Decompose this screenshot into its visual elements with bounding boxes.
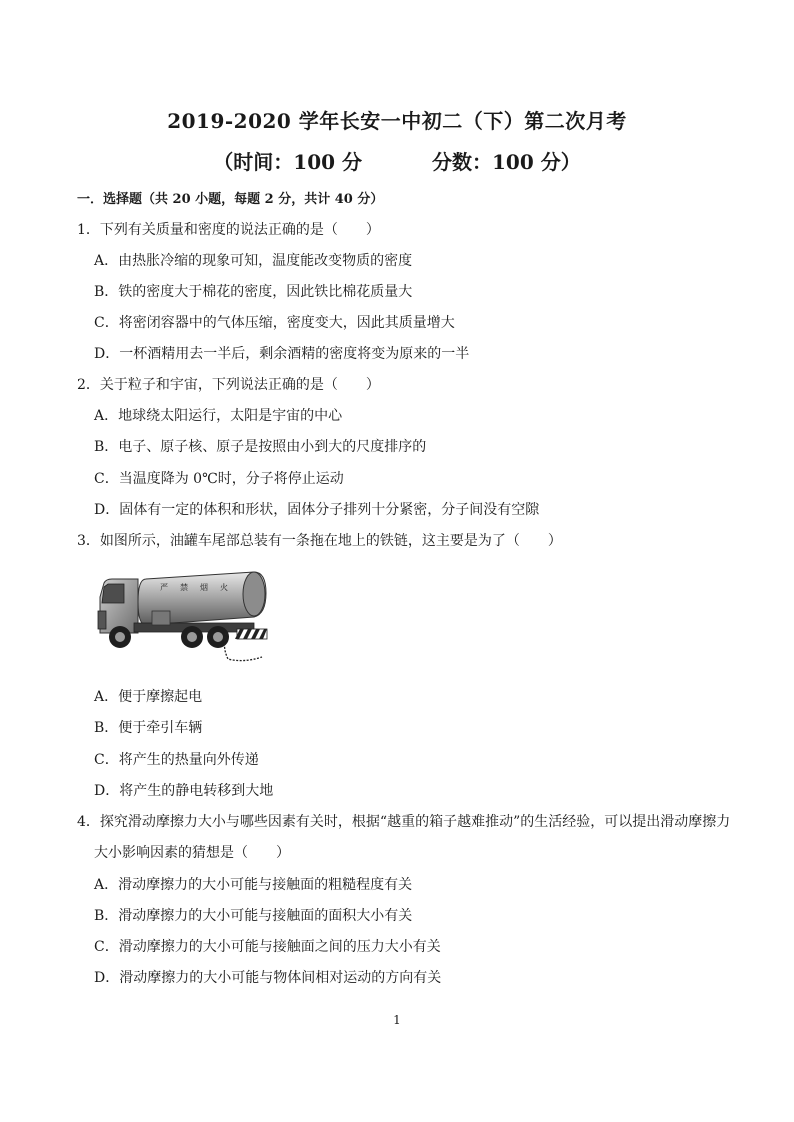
question-3-option-b[interactable]: B．便于牵引车辆 (94, 720, 203, 736)
question-3-stem: 3．如图所示，油罐车尾部总装有一条拖在地上的铁链，这主要是为了（ ） (77, 533, 562, 549)
tank-warning-text: 严禁烟火 (160, 583, 240, 592)
question-4-option-a[interactable]: A．滑动摩擦力的大小可能与接触面的粗糙程度有关 (94, 877, 413, 893)
question-1-option-b[interactable]: B．铁的密度大于棉花的密度，因此铁比棉花质量大 (94, 284, 413, 300)
question-2-option-c[interactable]: C．当温度降为 0℃时，分子将停止运动 (94, 471, 344, 487)
exam-time: （时间：100 分 (213, 150, 362, 174)
question-3-option-a[interactable]: A．便于摩擦起电 (94, 689, 203, 705)
question-4-stem-line2: 大小影响因素的猜想是（ ） (94, 845, 290, 861)
exam-title: 2019-2020 学年长安一中初二（下）第二次月考 (167, 109, 627, 133)
question-4-stem-line1: 4．探究滑动摩擦力大小与哪些因素有关时，根据“越重的箱子越难推动”的生活经验，可以提出滑动摩擦力 (77, 814, 731, 830)
question-3-option-c[interactable]: C．将产生的热量向外传递 (94, 752, 259, 768)
exam-subtitle (0, 146, 794, 175)
question-4-option-b[interactable]: B．滑动摩擦力的大小可能与接触面的面积大小有关 (94, 908, 413, 924)
question-4-option-d[interactable]: D．滑动摩擦力的大小可能与物体间相对运动的方向有关 (94, 970, 442, 986)
question-2-option-d[interactable]: D．固体有一定的体积和形状，固体分子排列十分紧密，分子间没有空隙 (94, 502, 540, 518)
question-1-stem: 1．下列有关质量和密度的说法正确的是（ ） (77, 222, 380, 238)
question-4-option-c[interactable]: C．滑动摩擦力的大小可能与接触面之间的压力大小有关 (94, 939, 441, 955)
question-3-option-d[interactable]: D．将产生的静电转移到大地 (94, 783, 274, 799)
question-2-option-a[interactable]: A．地球绕太阳运行，太阳是宇宙的中心 (94, 408, 343, 424)
tanker-truck-figure (94, 567, 280, 667)
section-title: 一．选择题（共 20 小题，每题 2 分，共计 40 分） (77, 192, 384, 207)
question-1-option-d[interactable]: D．一杯酒精用去一半后，剩余酒精的密度将变为原来的一半 (94, 346, 470, 362)
exam-score: 分数：100 分） (432, 150, 581, 174)
question-2-option-b[interactable]: B．电子、原子核、原子是按照由小到大的尺度排序的 (94, 439, 427, 455)
question-1-option-c[interactable]: C．将密闭容器中的气体压缩，密度变大，因此其质量增大 (94, 315, 455, 331)
page-number: 1 (393, 1013, 401, 1027)
question-2-stem: 2．关于粒子和宇宙，下列说法正确的是（ ） (77, 377, 380, 393)
question-1-option-a[interactable]: A．由热胀冷缩的现象可知，温度能改变物质的密度 (94, 253, 413, 269)
